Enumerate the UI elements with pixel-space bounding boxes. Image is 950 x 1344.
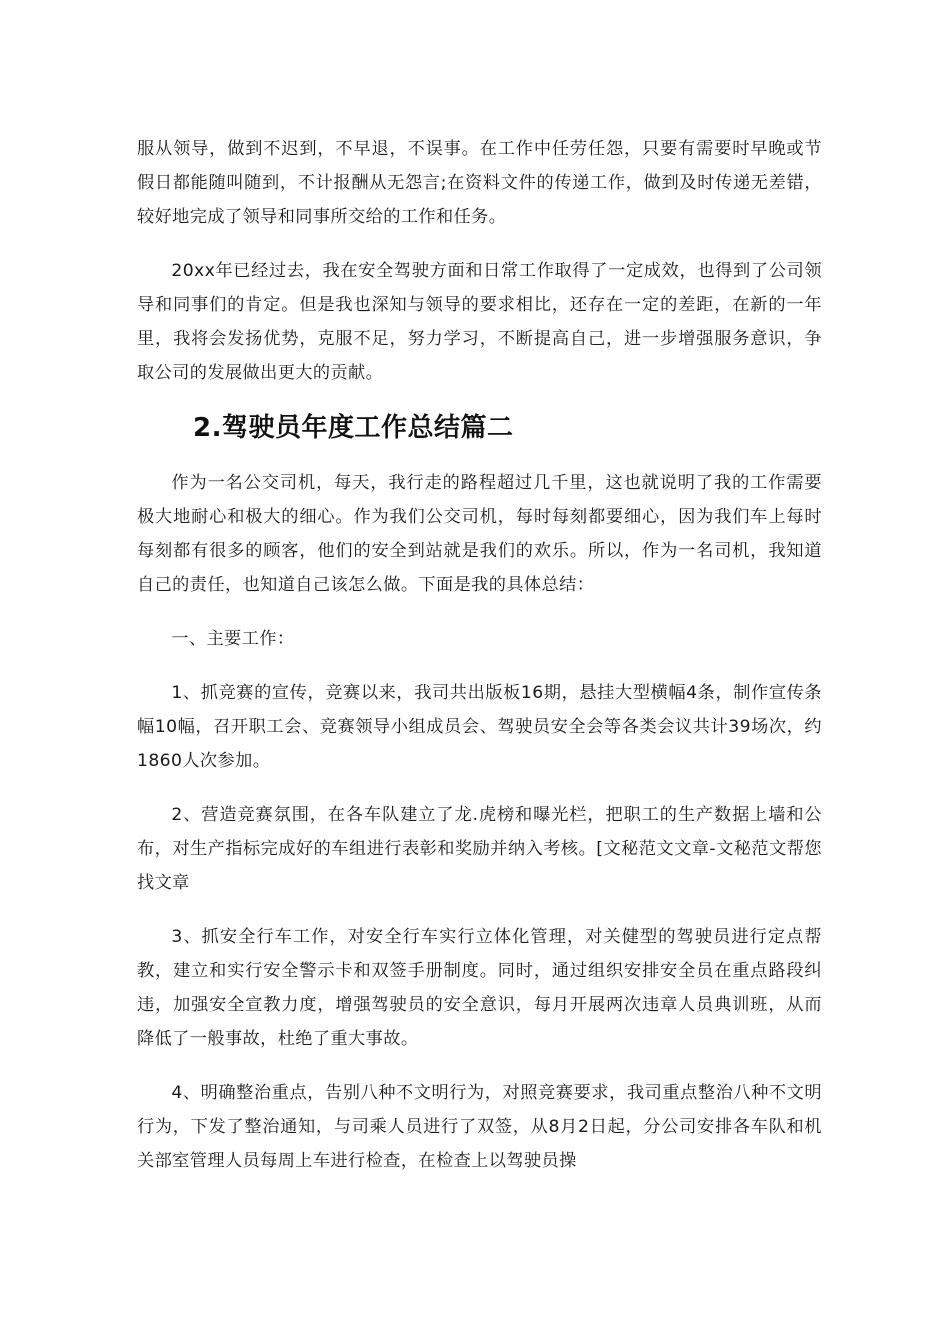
paragraph-subheading: 一、主要工作： <box>171 629 295 649</box>
paragraph-gap <box>137 900 822 920</box>
paragraph-item-4: 4、明确整治重点，告别八种不文明行为，对照竞赛要求，我司重点整治八种不文明行为，下发了整治通知，与司乘人员进行了双签，从8月2日起，分公司安排各车队和机关部室管理人员每周上车进行检查，在检查上以驾驶员操 <box>137 1083 822 1171</box>
paragraph-continuation: 服从领导，做到不迟到，不早退，不误事。在工作中任劳任怨，只要有需要时早晚或节假日都能随叫随到，不计报酬从无怨言;在资料文件的传递工作，做到及时传递无差错，较好地完成了领导和同事所交给的工作和任务。 <box>137 139 822 227</box>
paragraph-gap <box>137 234 822 254</box>
paragraph-intro: 作为一名公交司机，每天，我行走的路程超过几千里，这也就说明了我的工作需要极大地耐心和极大的细心。作为我们公交司机，每时每刻都要细心，因为我们车上每时每刻都有很多的顾客，他们的安全到站就是我们的欢乐。所以，作为一名司机，我知道自己的责任，也知道自己该怎么做。下面是我的具体总结： <box>137 473 822 595</box>
paragraph-gap <box>137 656 822 676</box>
paragraph-item-3: 3、抓安全行车工作，对安全行车实行立体化管理，对关健型的驾驶员进行定点帮教，建立和实行安全警示卡和双签手册制度。同时，通过组织安排安全员在重点路段纠违，加强安全宣教力度，增强驾驶员的安全意识，每月开展两次违章人员典训班，从而降低了一般事故，杜绝了重大事故。 <box>137 927 822 1049</box>
paragraph-gap <box>137 778 822 798</box>
paragraph-summary: 20xx年已经过去，我在安全驾驶方面和日常工作取得了一定成效，也得到了公司领导和同事们的肯定。但是我也深知与领导的要求相比，还存在一定的差距，在新的一年里，我将会发扬优势，克服不足，努力学习，不断提高自己，进一步增强服务意识，争取公司的发展做出更大的贡献。 <box>137 261 822 383</box>
section-heading-wrap <box>137 390 822 466</box>
document-body <box>137 132 822 1178</box>
paragraph-gap <box>137 1056 822 1076</box>
paragraph-gap <box>137 602 822 622</box>
paragraph-item-2: 2、营造竞赛氛围，在各车队建立了龙.虎榜和曝光栏，把职工的生产数据上墙和公布，对生产指标完成好的车组进行表彰和奖励并纳入考核。[文秘范文文章-文秘范文帮您找文章 <box>137 805 822 893</box>
section-heading: 2.驾驶员年度工作总结篇二 <box>193 413 514 443</box>
paragraph-item-1: 1、抓竞赛的宣传，竞赛以来，我司共出版板16期，悬挂大型横幅4条，制作宣传条幅10幅，召开职工会、竞赛领导小组成员会、驾驶员安全会等各类会议共计39场次，约1860人次参加。 <box>137 683 822 771</box>
